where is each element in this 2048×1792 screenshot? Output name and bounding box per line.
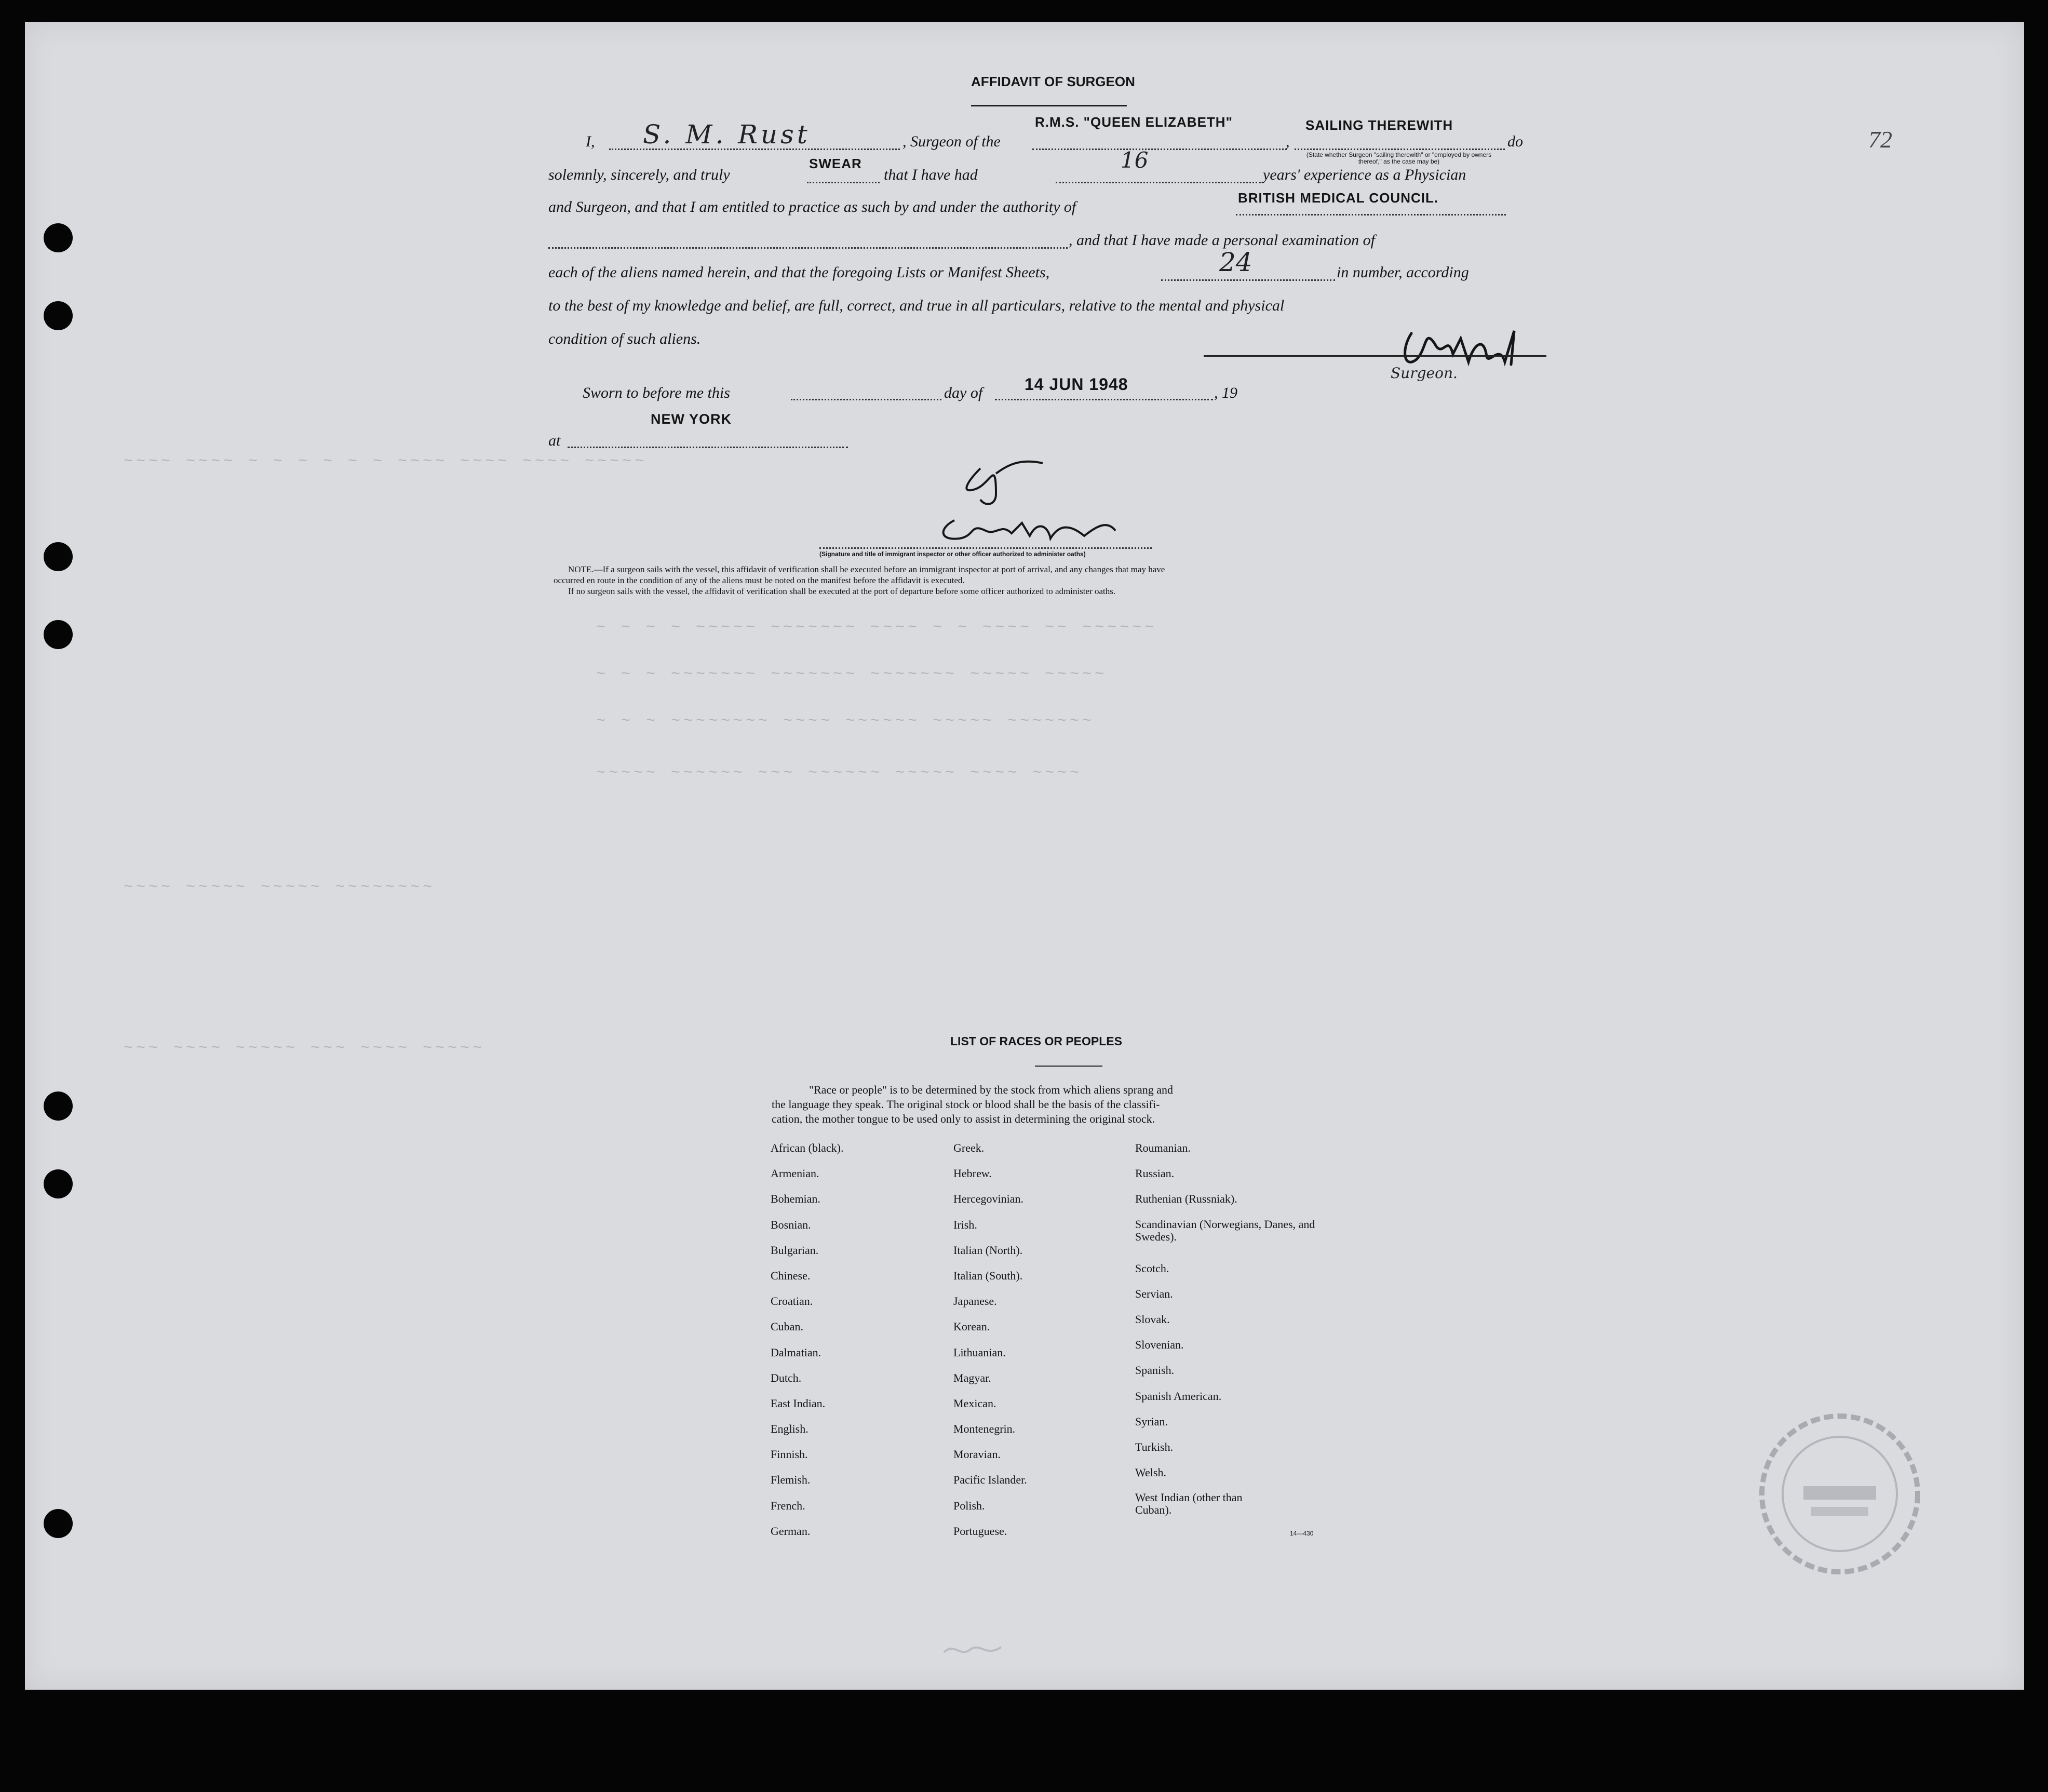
vessel-name: R.M.S. "QUEEN ELIZABETH" [1035, 114, 1233, 130]
line1-end: do [1507, 133, 1523, 150]
form-number: 14—430 [1290, 1530, 1314, 1537]
race-item: Portuguese. [953, 1524, 1007, 1538]
race-item: French. [771, 1499, 805, 1512]
race-item: Cuban. [771, 1320, 803, 1333]
sheets-handwritten: 24 [1219, 247, 1252, 277]
race-item: Welsh. [1135, 1466, 1166, 1479]
authority-value: BRITISH MEDICAL COUNCIL. [1238, 190, 1439, 206]
line4-text: , and that I have made a personal examination of [1069, 232, 1375, 249]
races-heading: LIST OF RACES OR PEOPLES [950, 1034, 1122, 1048]
race-item: Scandinavian (Norwegians, Danes, and Swedes). [1135, 1217, 1315, 1243]
bleed-through-text: ~ ~ ~ ~~~~~~~~ ~~~~ ~~~~~~ ~~~~~ ~~~~~~~ [596, 712, 1095, 730]
note-line3: If no surgeon sails with the vessel, the affidavit of verification shall be executed at the port of departure before some officer authorized to administer oaths. [568, 586, 1116, 596]
punch-hole [44, 223, 73, 252]
oath-field [807, 182, 880, 183]
line5-end: in number, according [1337, 264, 1469, 281]
races-column-1 [771, 1141, 843, 1550]
affidavit-heading: AFFIDAVIT OF SURGEON [971, 74, 1135, 89]
bleed-through-text: ~~~~ ~~~~~ ~~~~~ ~~~~~~~~ [124, 879, 436, 896]
race-item: Ruthenian (Russniak). [1135, 1192, 1237, 1206]
sworn-month-field [995, 399, 1213, 400]
race-item: German. [771, 1524, 811, 1538]
place-field [568, 447, 848, 448]
race-item: Flemish. [771, 1473, 811, 1487]
bleed-through-text: ~~~~ ~~~~ ~ ~ ~ ~ ~ ~ ~~~~ ~~~~ ~~~~ ~~~~~ [124, 453, 648, 470]
place-label: at [548, 432, 561, 449]
years-field [1056, 182, 1261, 183]
heading-rule [971, 105, 1127, 106]
race-item: Irish. [953, 1218, 977, 1231]
sailing-field [1295, 149, 1505, 150]
race-item: Finnish. [771, 1448, 808, 1461]
race-item: Servian. [1135, 1287, 1173, 1300]
races-column-2 [953, 1141, 1027, 1550]
punch-hole [44, 1092, 73, 1121]
race-item: Moravian. [953, 1448, 1001, 1461]
race-item: Lithuanian. [953, 1345, 1006, 1359]
date-stamp: 14 JUN 1948 [1025, 375, 1128, 394]
races-intro-3: cation, the mother tongue to be used only to assist in determining the original stock. [772, 1112, 1155, 1125]
bleed-through-text: ~ ~ ~ ~~~~~~~ ~~~~~~~ ~~~~~~~ ~~~~~ ~~~~~ [596, 666, 1108, 683]
race-item: Pacific Islander. [953, 1473, 1027, 1487]
bleed-through-text: ~ ~ ~ ~ ~~~~~ ~~~~~~~ ~~~~ ~ ~ ~~~~ ~~ ~~~~~~ [596, 619, 1157, 637]
line1-lead: I, [586, 133, 595, 150]
line2-lead: solemnly, sincerely, and truly [548, 166, 730, 183]
officer-caption: (Signature and title of immigrant inspector or other officer authorized to administer oaths) [819, 550, 1086, 558]
authority-field [1236, 214, 1506, 215]
race-item: Korean. [953, 1320, 990, 1333]
race-item: Roumanian. [1135, 1141, 1191, 1154]
punch-hole [44, 620, 73, 649]
race-item: Hebrew. [953, 1167, 992, 1180]
race-item: Greek. [953, 1141, 985, 1154]
bleed-through-text: ~~~~~ ~~~~~~ ~~~ ~~~~~~ ~~~~~ ~~~~ ~~~~ [596, 764, 1083, 782]
race-item: Japanese. [953, 1295, 997, 1308]
line3-lead: and Surgeon, and that I am entitled to practice as such by and under the authority of [548, 198, 1076, 215]
line6-text: to the best of my knowledge and belief, are full, correct, and true in all particulars, relative to the mental and physical [548, 297, 1285, 314]
race-item: Magyar. [953, 1371, 991, 1384]
race-item: Italian (North). [953, 1243, 1023, 1257]
line2-mid: that I have had [884, 166, 978, 183]
race-item: Polish. [953, 1499, 985, 1512]
place-value: NEW YORK [651, 411, 732, 427]
sailing-status: SAILING THEREWITH [1305, 117, 1453, 133]
line5-lead: each of the aliens named herein, and that the foregoing Lists or Manifest Sheets, [548, 264, 1050, 281]
line1-mid: , Surgeon of the [902, 133, 1001, 150]
race-item: Armenian. [771, 1167, 819, 1180]
race-item: African (black). [771, 1141, 844, 1154]
oath-word: SWEAR [809, 156, 862, 171]
signature-line [1204, 355, 1546, 357]
race-item: East Indian. [771, 1396, 826, 1410]
race-item: Bosnian. [771, 1218, 811, 1231]
race-item: Croatian. [771, 1295, 813, 1308]
surgeon-name-handwritten: S. M. Rust [643, 119, 811, 150]
race-item: Slovak. [1135, 1312, 1170, 1326]
race-item: Slovenian. [1135, 1338, 1184, 1352]
sworn-day-field [791, 399, 941, 400]
race-item: Hercegovinian. [953, 1192, 1023, 1206]
races-intro-1: "Race or people" is to be determined by the stock from which aliens sprang and [809, 1083, 1173, 1096]
receipt-stamp [1754, 1408, 1925, 1580]
race-item: West Indian (other than Cuban). [1135, 1491, 1243, 1517]
races-heading-rule [1035, 1066, 1102, 1067]
faint-scribble [939, 1637, 1012, 1663]
race-item: Russian. [1135, 1167, 1175, 1180]
bracket-note: (State whether Surgeon "sailing therewith" or "employed by owners thereof," as the case may be) [1306, 151, 1492, 165]
manifest-page [25, 22, 2024, 1690]
race-item: Italian (South). [953, 1269, 1023, 1282]
race-item: Montenegrin. [953, 1422, 1016, 1436]
sworn-mid: day of [944, 384, 983, 401]
race-item: Turkish. [1135, 1440, 1174, 1453]
race-item: Spanish. [1135, 1364, 1175, 1377]
sworn-lead: Sworn to before me this [583, 384, 730, 401]
note-line1: NOTE.—If a surgeon sails with the vessel, this affidavit of verification shall be executed before an immigrant inspector at port of arrival, and any changes that may have [568, 564, 1165, 574]
line1-comma: , [1286, 133, 1290, 150]
officer-signature-line [819, 547, 1152, 549]
race-item: Dalmatian. [771, 1345, 821, 1359]
sheets-field [1161, 279, 1335, 281]
race-item: Bulgarian. [771, 1243, 819, 1257]
punch-hole [44, 301, 73, 330]
race-item: Bohemian. [771, 1192, 820, 1206]
races-column-3 [1135, 1141, 1322, 1535]
bleed-through-text: ~~~ ~~~~ ~~~~~ ~~~ ~~~~ ~~~~~ [124, 1040, 486, 1057]
race-item: Mexican. [953, 1396, 996, 1410]
surgeon-caption: Surgeon. [1391, 365, 1458, 382]
line2-end: years' experience as a Physician [1263, 166, 1466, 183]
years-handwritten: 16 [1121, 147, 1149, 173]
race-item: Spanish American. [1135, 1389, 1222, 1403]
race-item: Syrian. [1135, 1414, 1168, 1428]
officer-signature [918, 437, 1136, 557]
sworn-year: , 19 [1214, 384, 1237, 401]
note-line2: occurred en route in the condition of any of the aliens must be noted on the manifest before the affidavit is executed. [554, 575, 965, 585]
punch-hole [44, 1169, 73, 1198]
authority-continuation-field [548, 247, 1068, 249]
race-item: Scotch. [1135, 1261, 1169, 1275]
races-intro-2: the language they speak. The original stock or blood shall be the basis of the classifi- [772, 1098, 1160, 1111]
line7-text: condition of such aliens. [548, 330, 701, 347]
page-number: 72 [1868, 126, 1892, 153]
race-item: English. [771, 1422, 809, 1436]
vessel-field [1032, 149, 1287, 150]
punch-hole [44, 542, 73, 571]
punch-hole [44, 1509, 73, 1538]
race-item: Chinese. [771, 1269, 811, 1282]
race-item: Dutch. [771, 1371, 802, 1384]
